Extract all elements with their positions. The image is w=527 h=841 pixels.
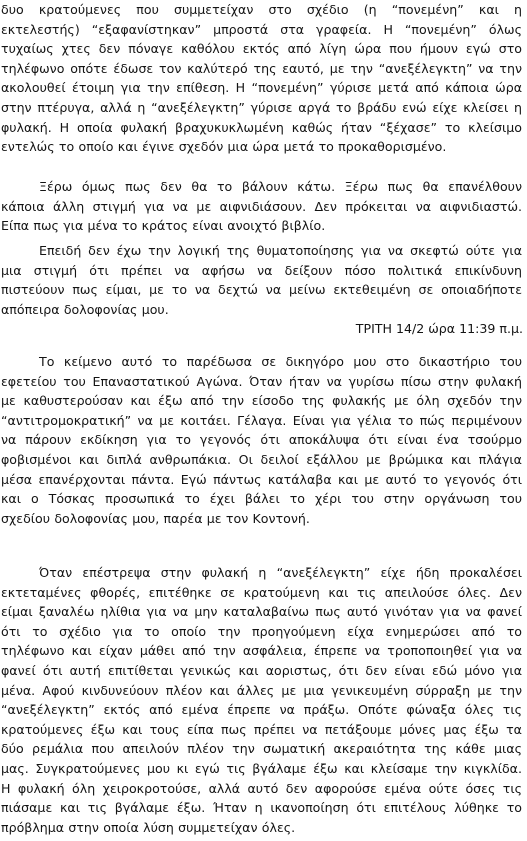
text-line: απόπειρα δολοφονίας μου. xyxy=(1,301,169,317)
text-line: μας. Συγκρατούμενες μου κι εγώ τις βγάλαμε έξω και κλείσαμε την κιγκλίδα. xyxy=(1,760,522,776)
text-line: πρόβλημα στην οποία λύση συμμετείχαν όλες. xyxy=(1,819,296,835)
text-line: τυχαίως χτες δεν πόναγε καθόλου εκτός από λίγη ώρα που ήμουν εγώ στο xyxy=(1,41,522,57)
text-line: δύο ρεμάλια που απειλούν πλέον την σωματική ακεραιότητα της κάθε μιας xyxy=(1,741,522,757)
text-line: Ξέρω όμως πως δεν θα το βάλουν κάτω. Ξέρω πως θα επανέλθουν xyxy=(39,179,522,194)
paragraph-5 xyxy=(1,563,522,837)
text-line: τηλέφωνο και είχαν μάθει από την ασφάλεια, έπρεπε να τροποποιηθεί για να xyxy=(1,643,522,659)
text-line: “αντιτρομοκρατική” να με κοιτάει. Γέλαγα. Είναι για γέλια το πώς περιμένουν xyxy=(1,412,522,428)
paragraph-2 xyxy=(1,177,522,236)
paragraph-1 xyxy=(1,0,522,157)
text-line: εφετείου του Επαναστατικού Αγώνα. Όταν ήταν να γυρίσω πίσω στην φυλακή xyxy=(1,373,522,389)
text-line: εκτεταμένες φθορές, επιτέθηκε σε κρατούμενη και τις απειλούσε όλες. Δεν xyxy=(1,584,522,600)
text-line: μέσα επανέρχονται πάντα. Εγώ πάντως κατάλαβα και με αυτό το γεγονός ότι xyxy=(1,471,522,487)
text-line: και ο Τόσκας προσωπικά το έχει βάλει το χέρι του στην οργάνωση του xyxy=(1,491,522,507)
text-line: φυλακή. Η οποία φυλακή βραχυκυκλωμένη καθώς ήταν “ξέχασε” το κλείσιμο xyxy=(1,119,522,135)
text-line: ακολουθεί έτοιμη για την επίθεση. Η “πονεμένη” γύρισε μετά από κάποια ώρα xyxy=(1,80,522,96)
text-line: μια στιγμή ότι πρέπει να αφήσω να δείξουν πόσο πολιτικά επικίνδυνη xyxy=(1,262,522,278)
text-line: με καθυστερούσαν και έξω από την είσοδο της φυλακής με όλη σχεδόν την xyxy=(1,393,522,409)
text-line: Η φυλακή όλη χειροκροτούσε, αλλά αυτό δεν αφορούσε εμένα ούτε όσες τις xyxy=(1,780,522,796)
text-line: σχεδίου δολοφονίας μου, παρέα με τον Κοντονή. xyxy=(1,510,310,526)
text-line: δυο κρατούμενες που συμμετείχαν στο σχέδιο (η “πονεμένη” και η xyxy=(1,2,522,17)
text-line: εντελώς το οποίο και έγινε σχεδόν μια ώρα μετά το προκαθορισμένο. xyxy=(1,139,447,155)
text-line: Όταν επέστρεψα στην φυλακή η “ανεξέλεγκτη” είχε ήδη προκαλέσει xyxy=(39,565,522,580)
text-line: Είπα πως για μένα το κράτος είναι ανοιχτό βιβλίο. xyxy=(1,218,326,234)
text-line: “ανεξέλεγκτη” εκτός από εμένα έπρεπε να πράξω. Οπότε φώναξα όλες τις xyxy=(1,702,522,718)
text-line: να πάρουν εκδίκηση για το γεγονός ότι αποκάλυψα ότι είναι ένα τσούρμο xyxy=(1,432,522,448)
text-line: εκτελεστής) “εξαφανίστηκαν” μπροστά στα γραφεία. Η “πονεμένη” όλως xyxy=(1,21,522,37)
text-line: κάποια άλλη στιγμή για να με αιφνιδιάσουν. Δεν πρόκειται να αιφνιδιαστώ. xyxy=(1,198,522,214)
text-line: μένα. Αφού κινδυνεύουν πλέον και άλλες με μια γενικευμένη σύρραξη με την xyxy=(1,682,522,698)
text-line: είμαι ξαναλέω ηλίθια για να μην καταλαβαίνω πως αυτό γινόταν για να φανεί xyxy=(1,604,522,620)
text-line: πιστεύουν πως είμαι, με το να δεχτώ να μείνω εκτεθειμένη σε οποιαδήποτε xyxy=(1,282,522,298)
text-line: στην πτέρυγα, αλλά η “ανεξέλεγκτη” γύρισε αργά το βράδυ ενώ είχε κλείσει η xyxy=(1,99,522,115)
text-line: Επειδή δεν έχω την λογική της θυματοποίησης για να σκεφτώ ούτε για xyxy=(39,243,522,258)
text-line: φανεί ότι αυτή επιτίθεται γενικώς και αοριστως, ότι δεν είναι εδώ μόνο για xyxy=(1,662,522,678)
text-line: πιάσαμε και τις βγάλαμε έξω. Ήταν η ικανοποίηση ότι επιτέλους λύθηκε το xyxy=(1,800,522,816)
text-line: φοβισμένοι και διπλά ανθρωπάκια. Οι δειλοί εξάλλου με βρώμικα και πλάγια xyxy=(1,451,522,467)
text-line: ότι το σχέδιο για το οποίο την προηγούμενη είχα ενημερώσει από το xyxy=(1,623,522,639)
paragraph-3 xyxy=(1,241,522,319)
text-line: τηλέφωνο οπότε έδωσε τον καλύτερό της εαυτό, με την “ανεξέλεγκτη” να την xyxy=(1,60,522,76)
paragraph-4 xyxy=(1,352,522,528)
text-line: Το κείμενο αυτό το παρέδωσα σε δικηγόρο μου στο δικαστήριο του xyxy=(39,354,522,369)
text-line: κρατούμενες έξω και τους είπα πως πρέπει να πετάξουμε μόνες μας έξω τα xyxy=(1,721,522,737)
dateline: ΤΡΙΤΗ 14/2 ώρα 11:39 π.μ. xyxy=(355,321,523,336)
